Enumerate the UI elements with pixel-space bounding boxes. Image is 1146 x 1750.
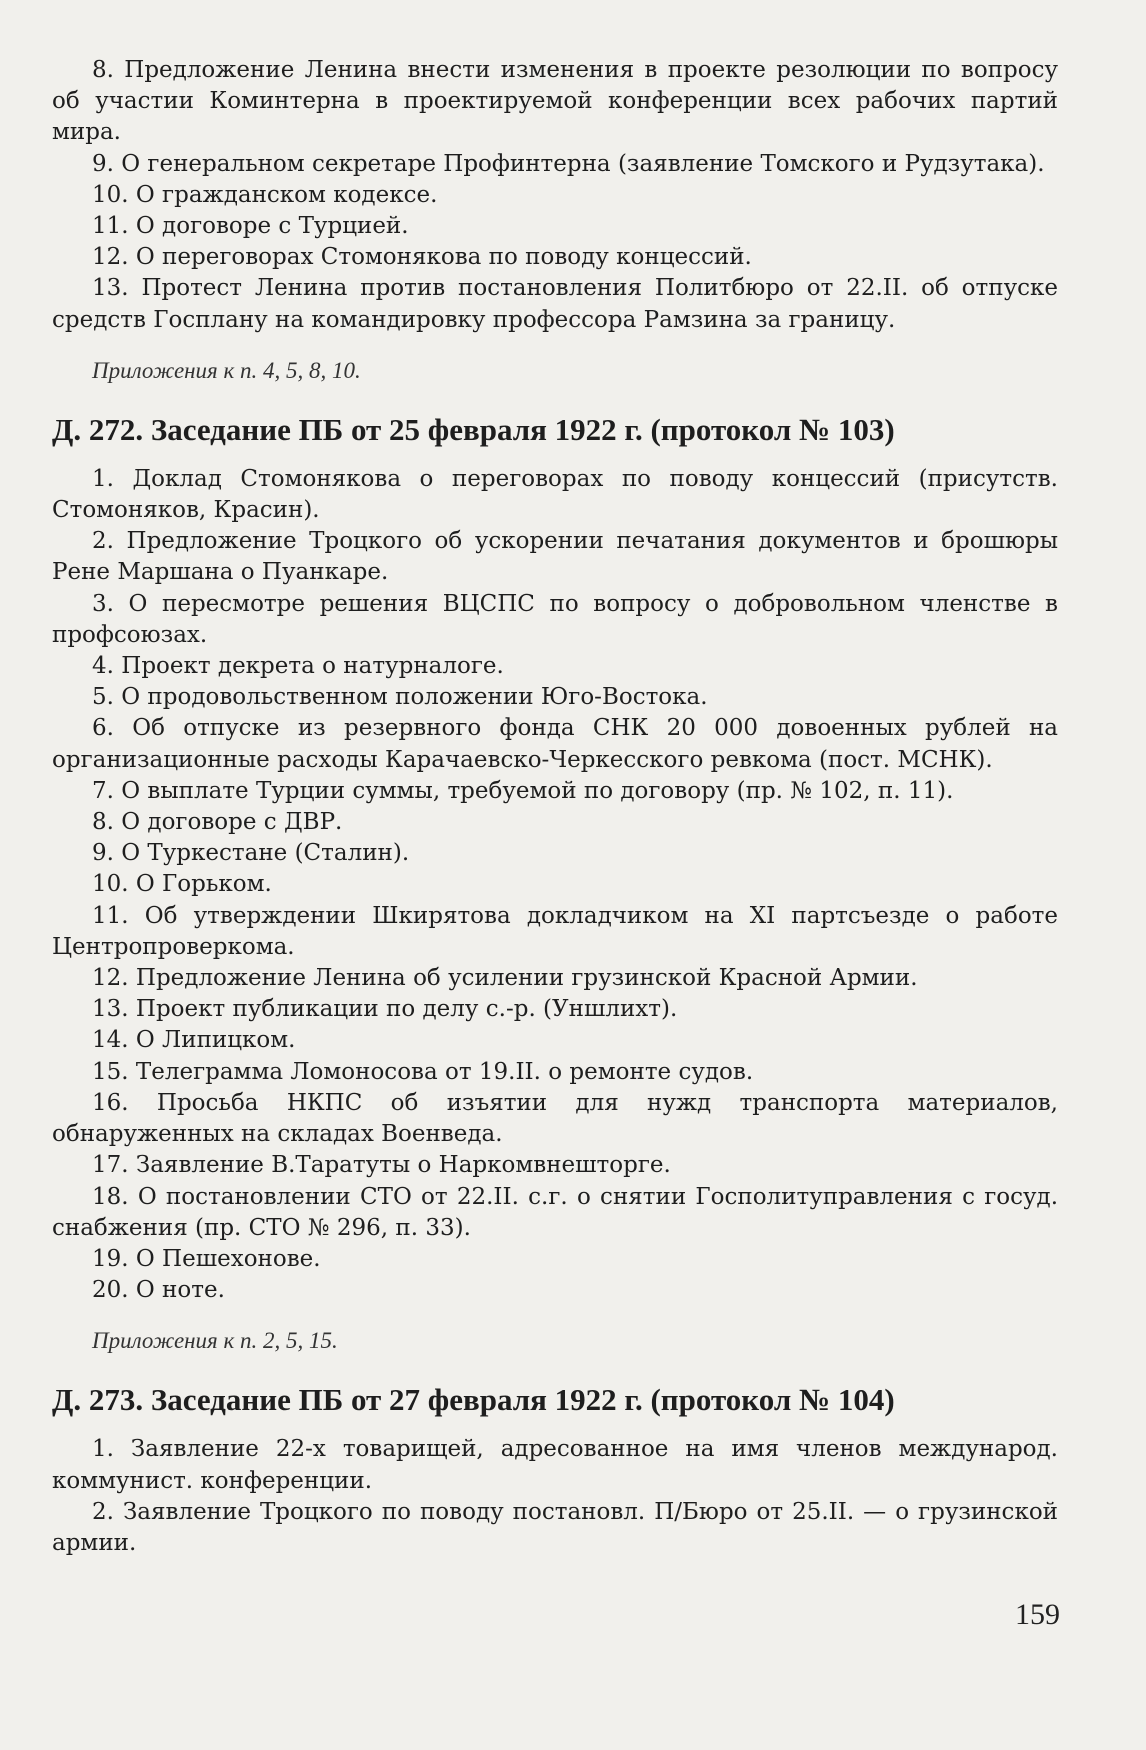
list-item: 18. О постановлении СТО от 22.II. с.г. о снятии Госполитуправления с госуд. снабжения (пр. СТО № 296, п. 33). [52,1183,1058,1241]
list-item: 11. О договоре с Турцией. [92,213,409,240]
page-number: 159 [1015,1598,1060,1631]
list-item: 13. Протест Ленина против постановления Политбюро от 22.II. об отпуске средств Госплану на командировку профессора Рамзина за границу. [52,275,1058,333]
section-heading-273: Д. 273. Заседание ПБ от 27 февраля 1922 г. (протокол № 104) [52,1382,895,1418]
list-item: 19. О Пешехонове. [92,1245,321,1272]
list-item: 3. О пересмотре решения ВЦСПС по вопросу о добровольном членстве в профсоюзах. [52,590,1058,648]
list-item: 10. О гражданском кодексе. [92,181,438,208]
list-item: 15. Телеграмма Ломоносова от 19.II. о ремонте судов. [92,1058,754,1085]
appendix-note: Приложения к п. 2, 5, 15. [92,1328,338,1354]
section-273-list [52,1434,1058,1559]
list-item: 4. Проект декрета о натурналоге. [92,653,504,680]
list-item: 13. Проект публикации по делу с.-р. (Уншлихт). [92,996,678,1023]
list-item: 11. Об утверждении Шкирятова докладчиком на XI партсъезде о работе Центропроверкома. [52,902,1058,960]
list-item: 5. О продовольственном положении Юго-Востока. [92,684,708,711]
section-272-list [52,464,1058,1306]
document-page [52,55,1058,1559]
appendix-note: Приложения к п. 4, 5, 8, 10. [92,357,361,383]
list-item: 8. О договоре с ДВР. [92,809,343,836]
list-item: 14. О Липицком. [92,1027,296,1054]
list-item: 9. О генеральном секретаре Профинтерна (заявление Томского и Рудзутака). [92,150,1045,177]
list-item: 8. Предложение Ленина внести изменения в проекте резолюции по вопросу об участии Коминтерна в проектируемой конференции всех рабочих партий мира. [52,57,1058,146]
list-item: 10. О Горьком. [92,871,272,898]
section-heading-272: Д. 272. Заседание ПБ от 25 февраля 1922 г. (протокол № 103) [52,411,895,447]
list-item: 2. Предложение Троцкого об ускорении печатания документов и брошюры Рене Маршана о Пуанкаре. [52,528,1058,586]
intro-list [52,55,1058,336]
list-item: 9. О Туркестане (Сталин). [92,840,410,867]
list-item: 16. Просьба НКПС об изъятии для нужд транспорта материалов, обнаруженных на складах Военведа. [52,1089,1058,1148]
list-item: 20. О ноте. [92,1277,225,1304]
list-item: 1. Заявление 22-х товарищей, адресованное на имя членов международ. коммунист. конференции. [52,1436,1058,1494]
list-item: 12. Предложение Ленина об усилении грузинской Красной Армии. [92,965,918,992]
list-item: 1. Доклад Стомонякова о переговорах по поводу концессий (присутств. Стомоняков, Красин). [52,465,1058,524]
list-item: 6. Об отпуске из резервного фонда СНК 20 000 довоенных рублей на организационные расходы Карачаевско-Черкесского ревкома (пост. МСНК). [52,715,1058,773]
list-item: 12. О переговорах Стомонякова по поводу концессий. [92,244,752,271]
list-item: 2. Заявление Троцкого по поводу постановл. П/Бюро от 25.II. — о грузинской армии. [52,1498,1058,1556]
list-item: 7. О выплате Турции суммы, требуемой по договору (пр. № 102, п. 11). [92,777,954,804]
list-item: 17. Заявление В.Таратуты о Наркомвнешторге. [92,1152,671,1179]
